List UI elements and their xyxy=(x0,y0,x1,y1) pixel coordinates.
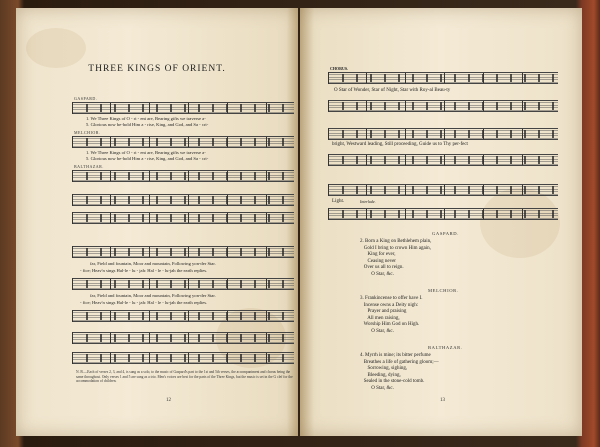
music-staff xyxy=(72,310,294,322)
interlude-label: Interlude. xyxy=(360,199,376,204)
page-number: 12 xyxy=(166,398,171,403)
song-title: THREE KINGS OF ORIENT. xyxy=(88,64,226,74)
chorus-lyric: bright, Westward leading, Still proceeding, Guide us to Thy per-fect xyxy=(332,142,468,147)
music-staff xyxy=(328,184,558,196)
part-label-gaspard: GASPARD. xyxy=(74,96,98,101)
lyric-line: 5. Glorious now be-hold Him a - rise, King, and God, and Sa - cri- xyxy=(86,122,209,127)
verse-heading-melchior: MELCHIOR. xyxy=(428,288,459,293)
right-page xyxy=(300,8,582,436)
verse-text: 3. Frankincense to offer have I. Incense owns a Deity nigh: Prayer and praising All men raising, Worship Him God on High. O Star, &c. xyxy=(360,296,423,334)
piano-staff xyxy=(72,212,294,224)
lyric-line: - fice; Heav'n sings Hal-le - lu - jah: Hal - le - lu-jah the earth replies. xyxy=(80,268,208,273)
page-number: 13 xyxy=(440,398,445,403)
paper-stain xyxy=(480,188,560,258)
verse-heading-balthazar: BALTHAZAR. xyxy=(428,345,463,350)
music-staff xyxy=(328,128,558,140)
part-label-melchior: MELCHIOR. xyxy=(74,130,101,135)
music-staff xyxy=(72,136,294,148)
verse-text: 4. Myrrh is mine; its bitter perfume Breathes a life of gathering gloom;— Sorrowing, sighing, Bleeding, dying, Sealed in the stone-cold tomb. O Star, &c. xyxy=(360,353,439,391)
music-staff xyxy=(72,170,294,182)
piano-staff xyxy=(72,332,294,344)
lyric-line: 1. We Three Kings of O - ri - ent are, Bearing gifts we traverse a- xyxy=(86,150,206,155)
verse-heading-gaspard: GASPARD. xyxy=(432,231,459,236)
lyric-line: far, Field and fountain, Moor and mountain, Following yon-der Star. xyxy=(90,293,216,298)
paper-stain xyxy=(26,28,86,68)
piano-staff xyxy=(328,154,558,166)
music-staff xyxy=(328,72,558,84)
piano-staff xyxy=(328,100,558,112)
lyric-line: - fice; Heav'n sings Hal-le - lu - jah: Hal - le - lu-jah the earth replies. xyxy=(80,300,208,305)
music-staff xyxy=(72,102,294,114)
piano-staff xyxy=(328,208,558,220)
music-staff xyxy=(72,246,294,258)
piano-staff xyxy=(72,352,294,364)
chorus-lyric: Light. xyxy=(332,199,345,204)
lyric-line: 1. We Three Kings of O - ri - ent are, Bearing gifts we traverse a- xyxy=(86,116,206,121)
verse-text: 2. Born a King on Bethlehem plain, Gold I bring to crown Him again, King for ever, Ceasing never Over us all to reign. O Star, &c. xyxy=(360,239,432,277)
lyric-line: far, Field and fountain, Moor and mountain, Following yon-der Star. xyxy=(90,261,216,266)
chorus-lyric: O Star of Wonder, Star of Night, Star with Roy-al Beau-ty xyxy=(334,88,451,93)
footnote: N. B.—Each of verses 2, 3, and 4, is sung as a solo, to the music of Gaspard's part to the 1st and 5th verses, the accompaniment and chorus being the same throughout. Only verses 1 and 5 are sung as a trio. Men's voices are best for the parts of the Three Kings, but the music is set in the G clef for the accommodation of children. xyxy=(76,370,293,384)
chorus-label: CHORUS. xyxy=(330,66,349,71)
part-label-balthazar: BALTHAZAR. xyxy=(74,164,104,169)
left-page xyxy=(16,8,298,436)
lyric-line: 5. Glorious now be-hold Him a - rise, King, and God, and Sa - cri- xyxy=(86,156,209,161)
music-staff xyxy=(72,278,294,290)
piano-staff xyxy=(72,194,294,206)
